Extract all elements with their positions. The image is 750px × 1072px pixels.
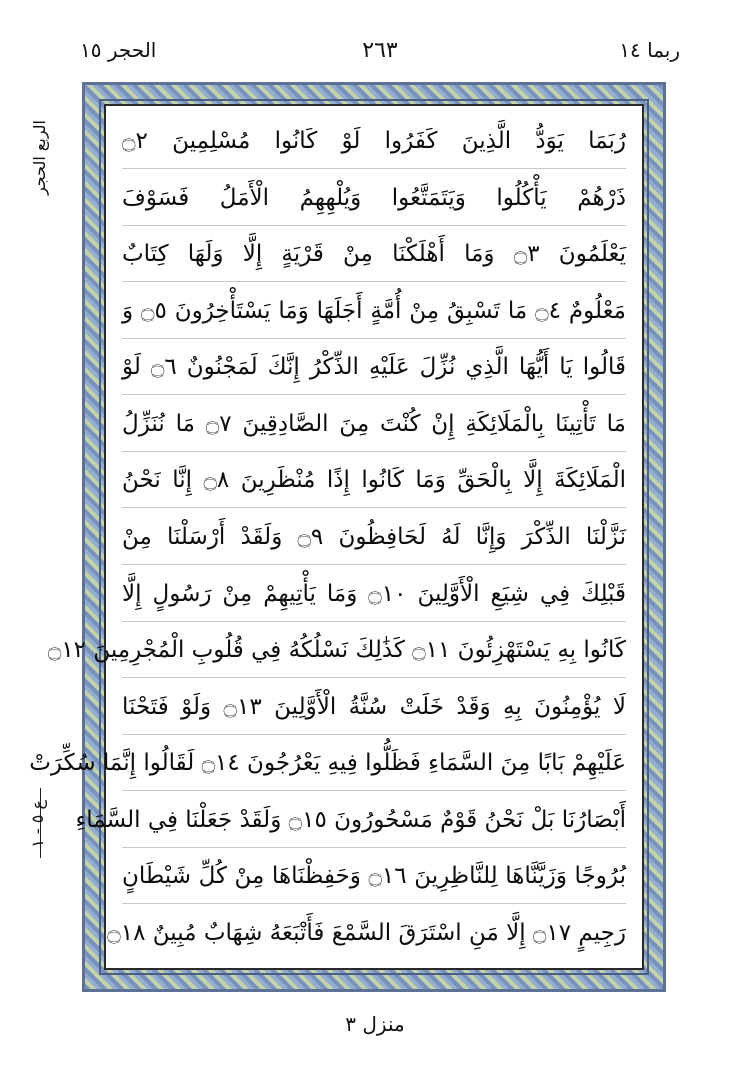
surah-name-label: الحجر ١٥ [80, 38, 157, 62]
verse-line: لَا يُؤْمِنُونَ بِهِ وَقَدْ خَلَتْ سُنَّةُ الْأَوَّلِينَ ۝١٣ وَلَوْ فَتَحْنَا [122, 682, 626, 735]
verse-line: أَبْصَارُنَا بَلْ نَحْنُ قَوْمٌ مَسْحُورُونَ ۝١٥ وَلَقَدْ جَعَلْنَا فِي السَّمَاءِ [122, 795, 626, 848]
verse-line: الْمَلَائِكَةَ إِلَّا بِالْحَقِّ وَمَا كَانُوا إِذًا مُنْظَرِينَ ۝٨ إِنَّا نَحْنُ [122, 455, 626, 508]
verse-line: نَزَّلْنَا الذِّكْرَ وَإِنَّا لَهُ لَحَافِظُونَ ۝٩ وَلَقَدْ أَرْسَلْنَا مِنْ [122, 512, 626, 565]
verse-line: مَا تَأْتِينَا بِالْمَلَائِكَةِ إِنْ كُنْتَ مِنَ الصَّادِقِينَ ۝٧ مَا نُنَزِّلُ [122, 399, 626, 452]
page-header [80, 30, 680, 70]
verse-line: يَعْلَمُونَ ۝٣ وَمَا أَهْلَكْنَا مِنْ قَرْيَةٍ إِلَّا وَلَهَا كِتَابٌ [122, 229, 626, 282]
ruku-marker: ع ٥ - ١ [28, 800, 47, 848]
verse-line: رَجِيمٍ ۝١٧ إِلَّا مَنِ اسْتَرَقَ السَّمْعَ فَأَتْبَعَهُ شِهَابٌ مُبِينٌ ۝١٨ [107, 919, 626, 946]
manzil-footer: منزل ٣ [345, 1012, 405, 1036]
page-number: ٢٦٣ [362, 38, 398, 63]
verse-line: كَانُوا بِهِ يَسْتَهْزِئُونَ ۝١١ كَذَٰلِكَ نَسْلُكُهُ فِي قُلُوبِ الْمُجْرِمِينَ ۝١٢ [122, 625, 626, 678]
verse-line: عَلَيْهِمْ بَابًا مِنَ السَّمَاءِ فَظَلُّوا فِيهِ يَعْرُجُونَ ۝١٤ لَقَالُوا إِنَّمَا سُكِّرَتْ [122, 738, 626, 791]
verse-line: بُرُوجًا وَزَيَّنَّاهَا لِلنَّاظِرِينَ ۝١٦ وَحَفِظْنَاهَا مِنْ كُلِّ شَيْطَانٍ [122, 851, 626, 904]
verse-line: رُبَمَا يَوَدُّ الَّذِينَ كَفَرُوا لَوْ كَانُوا مُسْلِمِينَ ۝٢ [122, 116, 626, 169]
verse-line: قَبْلِكَ فِي شِيَعِ الْأَوَّلِينَ ۝١٠ وَمَا يَأْتِيهِمْ مِنْ رَسُولٍ إِلَّا [122, 569, 626, 622]
margin-top-note: الربع الحجر [30, 120, 49, 196]
verse-line: ذَرْهُمْ يَأْكُلُوا وَيَتَمَتَّعُوا وَيُلْهِهِمُ الْأَمَلُ فَسَوْفَ [122, 173, 626, 226]
verse-line: مَعْلُومٌ ۝٤ مَا تَسْبِقُ مِنْ أُمَّةٍ أَجَلَهَا وَمَا يَسْتَأْخِرُونَ ۝٥ وَ [122, 286, 626, 339]
verse-line: قَالُوا يَا أَيُّهَا الَّذِي نُزِّلَ عَلَيْهِ الذِّكْرُ إِنَّكَ لَمَجْنُونٌ ۝٦ لَوْ [122, 342, 626, 395]
juz-name-label: ربما ١٤ [619, 38, 680, 62]
